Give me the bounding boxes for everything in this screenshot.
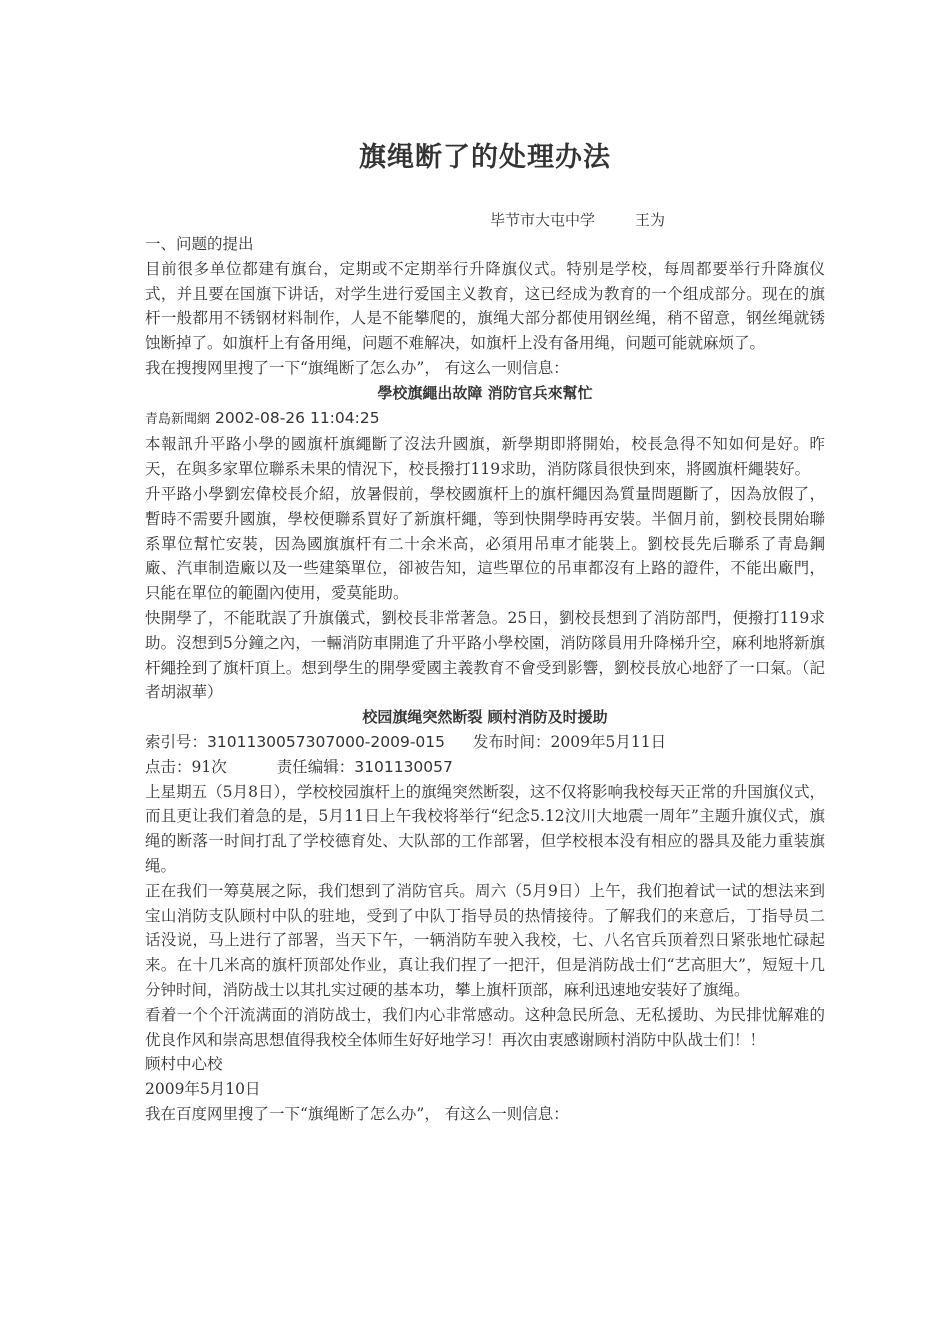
article-datetime: 2002-08-26 11:04:25	[214, 408, 380, 427]
paragraph: 上星期五（5月8日），学校校园旗杆上的旗绳突然断裂，这不仅将影响我校每天正常的升国旗仪式，而且更让我们着急的是，5月11日上午我校将举行“纪念5.12汶川大地震一周年”主题升旗仪式，旗绳的断落一时间打乱了学校德育处、大队部的工作部署，但学校根本没有相应的器具及能力重装旗绳。	[145, 782, 825, 875]
editor-value: 3101130057	[354, 757, 453, 776]
signature: 顾村中心校	[145, 1055, 223, 1074]
publish-value: 2009年5月11日	[550, 732, 667, 751]
index-value: 3101130057307000-2009-015	[207, 732, 446, 751]
document-title: 旗绳断了的处理办法	[359, 142, 611, 173]
index-label: 索引号：	[145, 732, 208, 751]
paragraph: 目前很多单位都建有旗台，定期或不定期举行升降旗仪式。特别是学校，每周都要举行升降旗仪式，并且要在国旗下讲话，对学生进行爱国主义教育，这已经成为教育的一个组成部分。现在的旗杆一般都用不锈钢材料制作，人是不能攀爬的，旗绳大部分都使用钢丝绳，稍不留意，钢丝绳就锈蚀断掉了。如旗杆上有备用绳，问题不难解决，如旗杆上没有备用绳，问题可能就麻烦了。	[145, 259, 825, 353]
article-clicks-line	[145, 755, 825, 780]
article-headline: 學校旗繩出故障 消防官兵來幫忙	[377, 383, 593, 402]
paragraph: 升平路小學劉宏偉校長介紹，放暑假前，學校國旗杆上的旗杆繩因為質量問題斷了，因為放假了，暫時不需要升國旗，學校便聯系買好了新旗杆繩，等到快開學時再安裝。半個月前，劉校長開始聯系單位幫忙安裝，因為國旗旗杆有二十余米高，必須用吊車才能裝上。劉校長先后聯系了青島鋼廠、汽車制造廠以及一些建築單位，卻被告知，這些單位的吊車都沒有上路的證件，不能出廠門，只能在單位的範圍內使用，愛莫能助。	[145, 484, 825, 603]
paragraph: 我在百度网里搜了一下“旗绳断了怎么办”， 有这么一则信息：	[145, 1104, 569, 1123]
signature-date: 2009年5月10日	[145, 1080, 261, 1099]
article-source-line	[145, 406, 825, 433]
publish-label: 发布时间：	[473, 732, 551, 751]
article-index-line	[145, 730, 825, 755]
author-school: 毕节市大屯中学	[490, 211, 596, 229]
article-headline: 校园旗绳突然断裂 顾村消防及时援助	[362, 708, 608, 727]
paragraph: 正在我们一筹莫展之际，我们想到了消防官兵。周六（5月9日）上午，我们抱着试一试的想法来到宝山消防支队顾村中队的驻地，受到了中队丁指导员的热情接待。了解我们的来意后，丁指导员二话没说，马上进行了部署，当天下午，一辆消防车驶入我校，七、八名官兵顶着烈日紧张地忙碌起来。在十几米高的旗杆顶部处作业，真让我们捏了一把汗，但是消防战士们“艺高胆大”，短短十几分钟时间，消防战士以其扎实过硬的基本功，攀上旗杆顶部，麻利迅速地安装好了旗绳。	[145, 881, 825, 999]
article-source: 青島新聞網	[145, 411, 211, 427]
document-page	[145, 120, 825, 1127]
paragraph: 快開學了，不能耽誤了升旗儀式，劉校長非常著急。25日，劉校長想到了消防部門，便撥打119求助。沒想到5分鐘之內，一輛消防車開進了升平路小學校園，消防隊員用升降梯升空，麻利地將新旗杆繩拴到了旗杆頂上。想到學生的開學愛國主義教育不會受到影響，劉校長放心地舒了一口氣。（記者胡淑華）	[145, 608, 825, 702]
paragraph: 我在搜搜网里搜了一下“旗绳断了怎么办”， 有这么一则信息：	[145, 358, 569, 377]
editor-label: 责任编辑：	[276, 757, 355, 776]
clicks-label: 点击：	[145, 757, 192, 776]
paragraph: 看着一个个汗流满面的消防战士，我们内心非常感动。这种急民所急、无私援助、为民排忧解难的优良作风和崇高思想值得我校全体师生好好地学习！再次由衷感谢顾村消防中队战士们！！	[145, 1005, 825, 1049]
author-name: 王为	[635, 211, 666, 229]
section-heading: 一、问题的提出	[145, 235, 254, 253]
author-line	[145, 208, 825, 232]
clicks-value: 91次	[191, 757, 227, 776]
paragraph: 本報訊升平路小學的國旗杆旗繩斷了沒法升國旗，新學期即將開始，校長急得不知如何是好。昨天，在與多家單位聯系未果的情況下，校長撥打119求助，消防隊員很快到來，將國旗杆繩裝好。	[145, 435, 825, 479]
